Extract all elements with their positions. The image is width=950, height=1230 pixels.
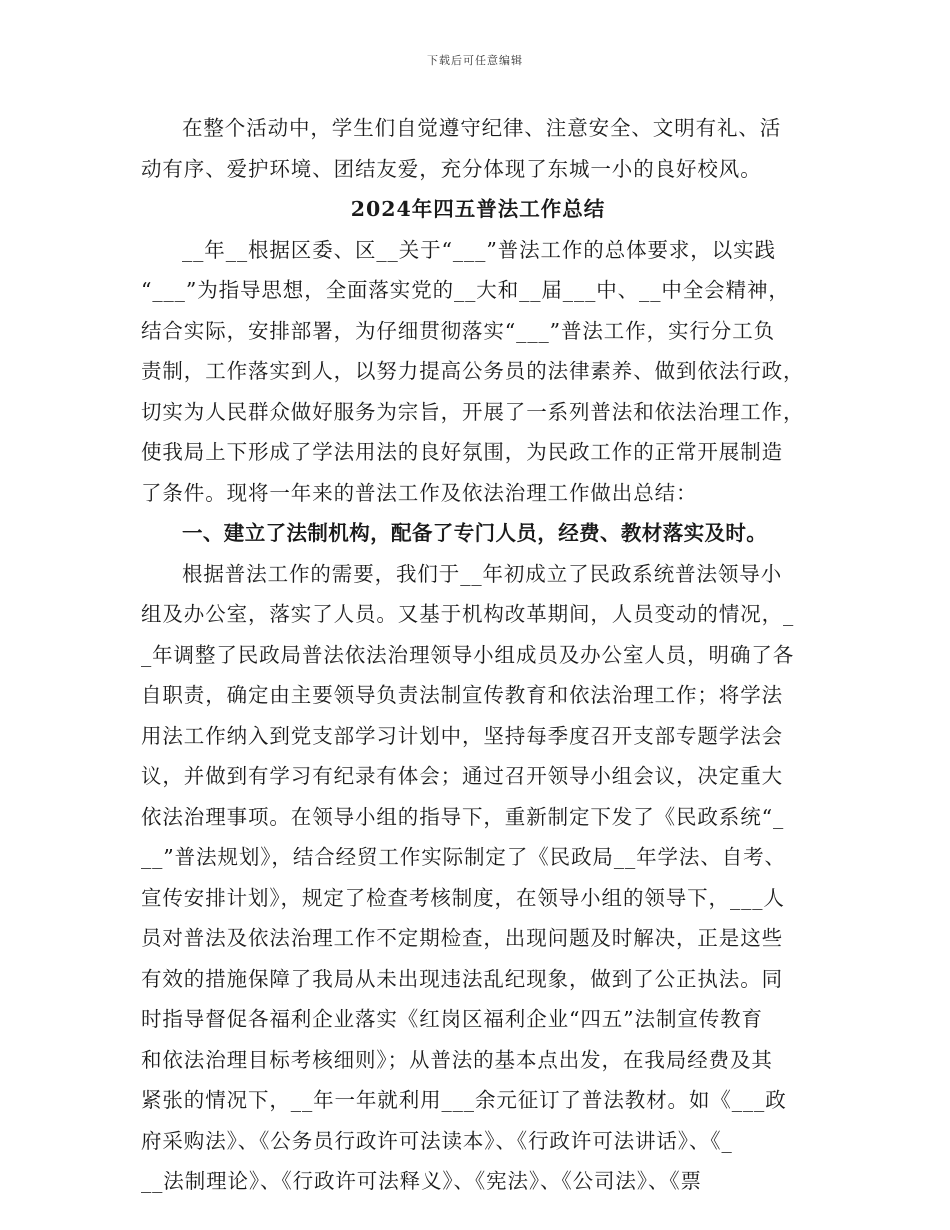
paragraph-line: 切实为人民群众做好服务为宗旨，开展了一系列普法和依法治理工作，: [141, 399, 805, 424]
paragraph-line: __法制理论》、《行政许可法释义》、《宪法》、《公司法》、《票: [141, 1169, 702, 1193]
paragraph-line: 结合实际，安排部署，为仔细贯彻落实“___”普法工作，实行分工负: [141, 318, 776, 343]
paragraph-line: __”普法规划》，结合经贸工作实际制定了《民政局__年学法、自考、: [141, 845, 786, 869]
paragraph-line: 自职责，确定由主要领导负责法制宣传教育和依法治理工作；将学法: [141, 683, 783, 707]
paragraph-line: 有效的措施保障了我局从未出现违法乱纪现象，做到了公正执法。同: [141, 966, 783, 991]
paragraph-line: 动有序、爱护环境、团结友爱，充分体现了东城一小的良好校风。: [141, 156, 762, 181]
paragraph-line: __年__根据区委、区__关于“___”普法工作的总体要求，以实践: [182, 237, 776, 262]
page-header: 下载后可任意编辑: [427, 54, 523, 67]
paragraph-line: 议，并做到有学习有纪录有体会；通过召开领导小组会议，决定重大: [141, 764, 783, 788]
paragraph-line: 用法工作纳入到党支部学习计划中，坚持每季度召开支部专题学法会: [141, 723, 783, 748]
document-title: 2024年四五普法工作总结: [350, 197, 606, 221]
paragraph-line: 员对普法及依法治理工作不定期检查，出现问题及时解决，正是这些: [141, 926, 783, 950]
paragraph-line: 紧张的情况下，__年一年就利用___余元征订了普法教材。如《___政: [141, 1088, 787, 1112]
section-heading: 一、建立了法制机构，配备了专门人员，经费、教材落实及时。: [182, 521, 768, 545]
paragraph-line: 责制，工作落实到人，以努力提高公务员的法律素养、做到依法行政，: [141, 359, 805, 383]
paragraph-line: 依法治理事项。在领导小组的指导下，重新制定下发了《民政系统“_: [141, 804, 785, 829]
paragraph-line: 根据普法工作的需要，我们于__年初成立了民政系统普法领导小: [182, 561, 783, 586]
paragraph-line: 在整个活动中，学生们自觉遵守纪律、注意安全、文明有礼、活: [182, 116, 782, 140]
paragraph-line: 组及办公室，落实了人员。又基于机构改革期间，人员变动的情况，_: [141, 602, 795, 626]
document-body: [141, 108, 815, 1202]
paragraph-line: 时指导督促各福利企业落实《红岗区福利企业“四五”法制宣传教育: [141, 1007, 763, 1031]
paragraph-line: _年调整了民政局普法依法治理领导小组成员及办公室人员，明确了各: [141, 642, 795, 667]
paragraph-line: 使我局上下形成了学法用法的良好氛围，为民政工作的正常开展制造: [141, 440, 783, 464]
paragraph-line: 了条件。现将一年来的普法工作及依法治理工作做出总结：: [141, 480, 698, 505]
paragraph-line: 和依法治理目标考核细则》；从普法的基本点出发，在我局经费及其: [141, 1047, 773, 1072]
paragraph-line: “___”为指导思想，全面落实党的__大和__届___中、__中全会精神，: [141, 278, 790, 302]
paragraph-line: 宣传安排计划》，规定了检查考核制度，在领导小组的领导下，___人: [141, 885, 785, 910]
paragraph-line: 府采购法》、《公务员行政许可法读本》、《行政许可法讲话》、《_: [141, 1128, 733, 1153]
